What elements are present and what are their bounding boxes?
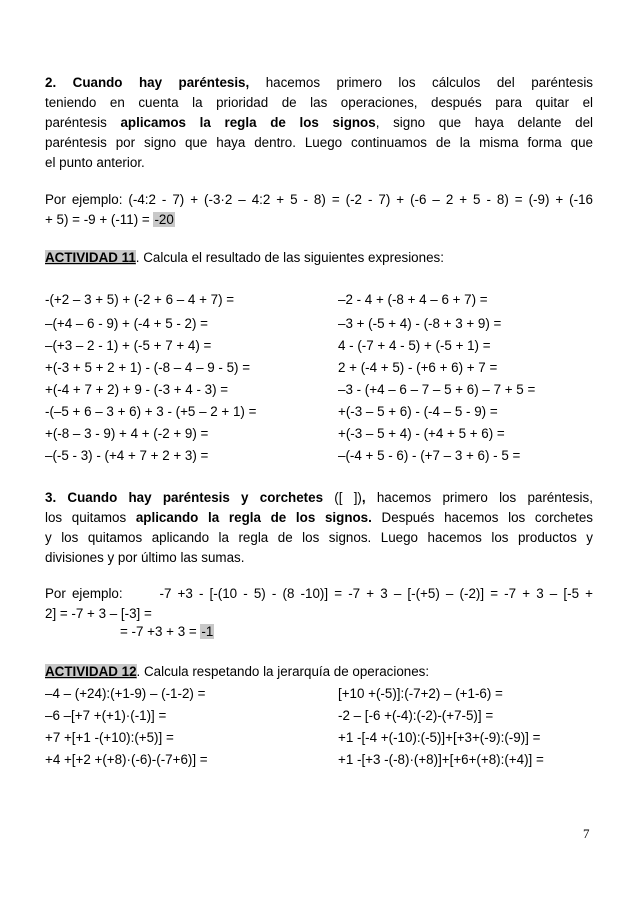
page-number: 7 bbox=[583, 826, 590, 841]
act11-expr-left: –(-5 - 3) - (+4 + 7 + 2 + 3) = bbox=[45, 448, 209, 463]
example2-line3-text: = -7 +3 + 3 = bbox=[120, 624, 197, 639]
sec3-line2 bbox=[45, 508, 593, 528]
act11-expr-right: –(-4 + 5 - 6) - (+7 – 3 + 6) - 5 = bbox=[338, 448, 521, 463]
example2-line1: Por ejemplo: -7 +3 - [-(10 - 5) - (8 -10)] = -7 + 3 – [-(+5) – (-2)] = -7 + 3 – [-5 + bbox=[45, 586, 593, 601]
act11-expr-left: –(+3 – 2 - 1) + (-5 + 7 + 4) = bbox=[45, 338, 212, 353]
act12-expr-right: +1 -[+3 -(-8)·(+8)]+[+6+(+8):(+4)] = bbox=[338, 752, 544, 767]
act11-row bbox=[45, 402, 605, 422]
act12-row bbox=[45, 706, 605, 726]
sec2-line1 bbox=[45, 73, 593, 93]
sec3-line4: divisiones y por último las sumas. bbox=[45, 550, 245, 565]
example1-line2 bbox=[45, 210, 593, 230]
sec2-line3-pre: paréntesis bbox=[45, 115, 107, 130]
act11-row bbox=[45, 446, 605, 466]
sec2-line1-text: hacemos primero los cálculos del paréntesis bbox=[265, 75, 593, 90]
sec2-line4: paréntesis por signo que haya dentro. Luego continuamos de la misma forma que bbox=[45, 135, 593, 150]
act11-row bbox=[45, 424, 605, 444]
example2-line2: 2] = -7 + 3 – [-3] = bbox=[45, 606, 152, 621]
act11-expr-right: –3 - (+4 – 6 – 7 – 5 + 6) – 7 + 5 = bbox=[338, 382, 536, 397]
act12-expr-right: +1 -[-4 +(-10):(-5)]+[+3+(-9):(-9)] = bbox=[338, 730, 541, 745]
act12-expr-right: [+10 +(-5)]:(-7+2) – (+1-6) = bbox=[338, 686, 503, 701]
act12-expr-left: –6 –[+7 +(+1)·(-1)] = bbox=[45, 708, 167, 723]
sec2-line3-post: , signo que haya delante del bbox=[375, 115, 593, 130]
act11-expr-left: -(+2 – 3 + 5) + (-2 + 6 – 4 + 7) = bbox=[45, 292, 235, 307]
example2-line3 bbox=[120, 622, 420, 642]
example1-line2-text: + 5) = -9 + (-11) = bbox=[45, 212, 150, 227]
act11-row bbox=[45, 358, 605, 378]
sec3-line3: y los quitamos aplicando la regla de los signos. Luego hacemos los productos y bbox=[45, 530, 593, 545]
sec3-line2-pre: los quitamos bbox=[45, 510, 127, 525]
sec3-line2-post: Después hacemos los corchetes bbox=[381, 510, 593, 525]
sec3-line1 bbox=[45, 488, 593, 508]
act12-row bbox=[45, 750, 605, 770]
actividad11-label: ACTIVIDAD 11 bbox=[45, 250, 136, 265]
sec2-line5: el punto anterior. bbox=[45, 155, 145, 170]
act11-row bbox=[45, 290, 605, 310]
sec2-line2: teniendo en cuenta la prioridad de las operaciones, después para quitar el bbox=[45, 95, 593, 110]
act11-expr-right: –2 - 4 + (-8 + 4 – 6 + 7) = bbox=[338, 292, 488, 307]
act12-row bbox=[45, 728, 605, 748]
act11-expr-left: +(-8 – 3 - 9) + 4 + (-2 + 9) = bbox=[45, 426, 209, 441]
example2-result: -1 bbox=[201, 624, 214, 639]
actividad11-heading bbox=[45, 248, 593, 268]
sec2-heading: 2. Cuando hay paréntesis, bbox=[45, 75, 250, 90]
act12-expr-left: –4 – (+24):(+1-9) – (-1-2) = bbox=[45, 686, 206, 701]
example1-line1: Por ejemplo: (-4:2 - 7) + (-3·2 – 4:2 + 5 - 8) = (-2 - 7) + (-6 – 2 + 5 - 8) = (-9) + (-16 bbox=[45, 192, 593, 207]
sec3-brackets: ([ ]) bbox=[334, 490, 362, 505]
act11-expr-left: -(–5 + 6 – 3 + 6) + 3 - (+5 – 2 + 1) = bbox=[45, 404, 257, 419]
sec2-line3 bbox=[45, 113, 593, 133]
sec3-comma: , bbox=[361, 490, 366, 505]
actividad12-label: ACTIVIDAD 12 bbox=[45, 664, 137, 679]
act12-expr-right: -2 – [-6 +(-4):(-2)-(+7-5)] = bbox=[338, 708, 494, 723]
sec3-line1-text: hacemos primero los paréntesis, bbox=[376, 490, 593, 505]
act12-expr-left: +4 +[+2 +(+8)·(-6)-(-7+6)] = bbox=[45, 752, 208, 767]
act11-row bbox=[45, 380, 605, 400]
act11-expr-right: +(-3 – 5 + 6) - (-4 – 5 - 9) = bbox=[338, 404, 498, 419]
act11-expr-left: –(+4 – 6 - 9) + (-4 + 5 - 2) = bbox=[45, 316, 208, 331]
act11-expr-left: +(-3 + 5 + 2 + 1) - (-8 – 4 – 9 - 5) = bbox=[45, 360, 251, 375]
act11-row bbox=[45, 314, 605, 334]
actividad12-text: . Calcula respetando la jerarquía de operaciones: bbox=[136, 664, 430, 679]
act11-expr-right: 4 - (-7 + 4 - 5) + (-5 + 1) = bbox=[338, 338, 491, 353]
act11-row bbox=[45, 336, 605, 356]
act12-row bbox=[45, 684, 605, 704]
act11-expr-right: +(-3 – 5 + 4) - (+4 + 5 + 6) = bbox=[338, 426, 505, 441]
sec2-rule-bold: aplicamos la regla de los signos bbox=[120, 115, 376, 130]
act11-expr-left: +(-4 + 7 + 2) + 9 - (-3 + 4 - 3) = bbox=[45, 382, 229, 397]
sec3-rule-bold: aplicando la regla de los signos. bbox=[135, 510, 372, 525]
actividad11-text: . Calcula el resultado de las siguientes expresiones: bbox=[135, 250, 444, 265]
example1-result: -20 bbox=[154, 212, 174, 227]
act12-expr-left: +7 +[+1 -(+10):(+5)] = bbox=[45, 730, 174, 745]
actividad12-heading bbox=[45, 662, 593, 682]
sec3-heading: 3. Cuando hay paréntesis y corchetes bbox=[45, 490, 324, 505]
act11-expr-right: 2 + (-4 + 5) - (+6 + 6) + 7 = bbox=[338, 360, 498, 375]
act11-expr-right: –3 + (-5 + 4) - (-8 + 3 + 9) = bbox=[338, 316, 502, 331]
